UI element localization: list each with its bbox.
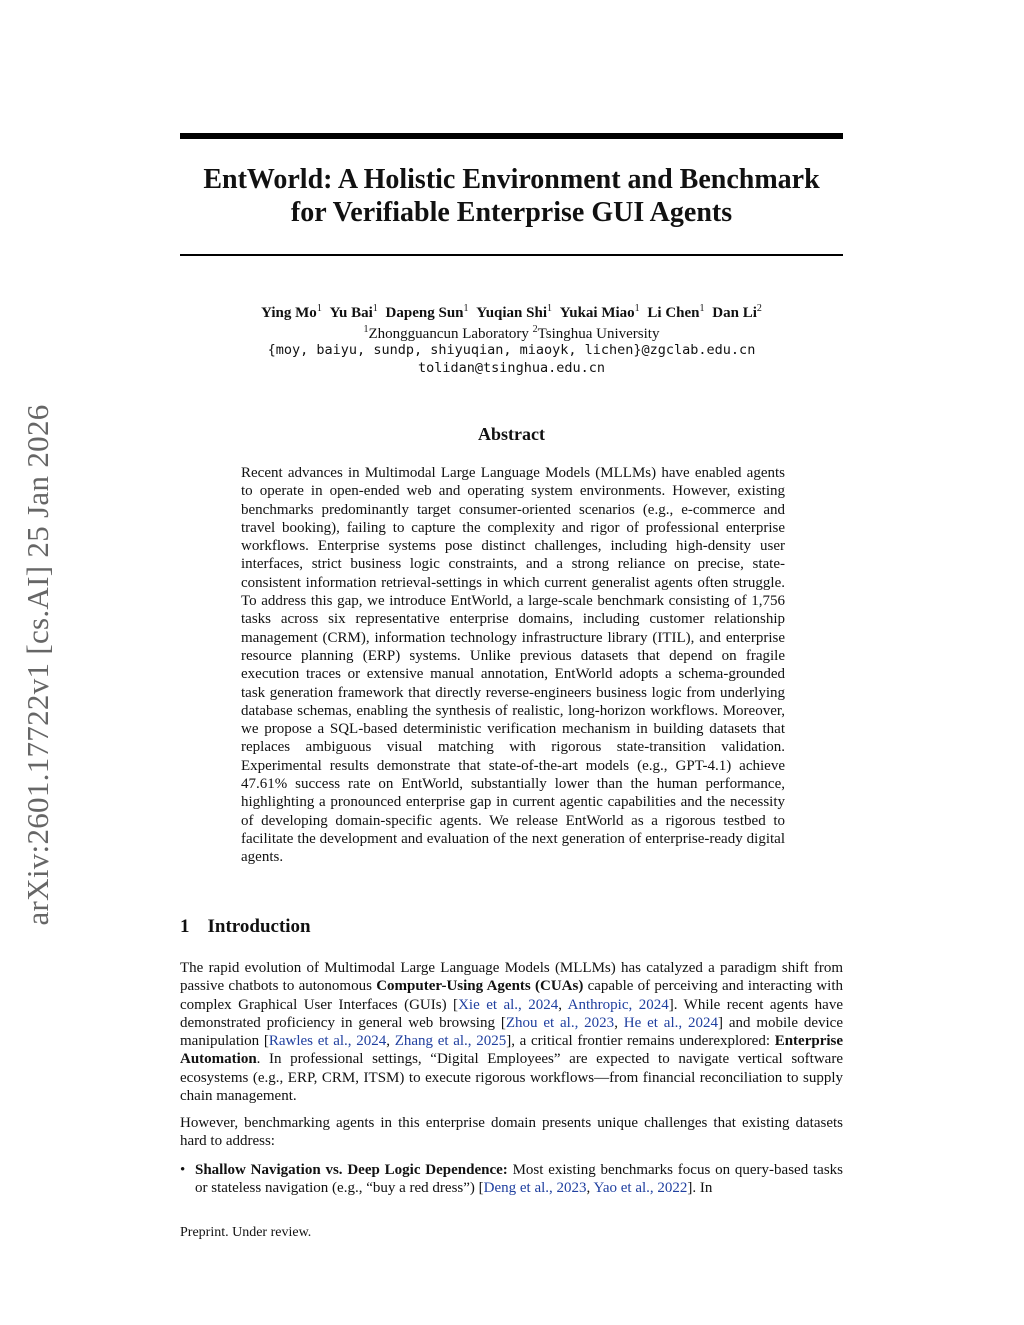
title-line-1: EntWorld: A Holistic Environment and Benchmark [203,164,820,195]
bullet-marker: • [180,1162,186,1178]
section-title: Introduction [207,916,311,937]
title-top-rule [180,133,843,139]
citation-link[interactable]: Xie et al., 2024 [458,996,559,1013]
citation-link[interactable]: Anthropic, 2024 [567,996,669,1013]
intro-paragraph-1: The rapid evolution of Multimodal Large Language Models (MLLMs) has catalyzed a paradigm shift from passive chatbots to autonomous Computer-Using Agents (CUAs) capable of perceiving and interacting with complex Graphical User Interfaces (GUIs) [Xie et al., 2024, Anthropic, 2024]. While recent agents have demonstrated proficiency in general web browsing [Zhou et al., 2023, He et al., 2024] and mobile device manipulation [Rawles et al., 2024, Zhang et al., 2025], a critical frontier remains underexplored: Enterprise Automation. In professional settings, “Digital Employees” are expected to navigate vertical software ecosystems (e.g., ERP, CRM, ITSM) to execute rigorous workflows—from financial reconciliation to supply chain management. [180,960,844,1105]
author: Dan Li$^2$ [712,303,762,321]
affiliations: $^1$Zhongguancun Laboratory $^2$Tsinghua University [363,324,660,342]
citation-link[interactable]: Rawles et al., 2024 [268,1033,387,1050]
citation-link[interactable]: He et al., 2024 [623,1014,718,1031]
author: Yu Bai$^1$ [329,303,378,321]
citation-link[interactable]: Zhang et al., 2025 [394,1033,507,1050]
footer-note: Preprint. Under review. [180,1225,312,1240]
paper-title [180,163,843,229]
author: Yukai Miao$^1$ [559,303,640,321]
author: Yuqian Shi$^1$ [476,303,553,321]
intro-paragraph-2: However, benchmarking agents in this enterprise domain presents unique challenges that existing datasets hard to address: [180,1115,843,1150]
citation-link[interactable]: Deng et al., 2023 [483,1180,587,1197]
bullet-item: • Shallow Navigation vs. Deep Logic Dependence: Most existing benchmarks focus on query-based tasks or stateless navigation (e.g., “buy a red dress”) [Deng et al., 2023, Yao et al., 2022]. In [180,1162,844,1197]
citation-link[interactable]: Zhou et al., 2023 [505,1014,615,1031]
title-line-2: for Verifiable Enterprise GUI Agents [290,197,733,228]
title-bottom-rule [180,254,843,256]
author: Li Chen$^1$ [647,303,705,321]
author: Dapeng Sun$^1$ [385,303,469,321]
author: Ying Mo$^1$ [261,303,322,321]
citation-link[interactable]: Yao et al., 2022 [593,1180,688,1197]
arxiv-stamp-text: arXiv:2601.17722v1 [cs.AI] 25 Jan 2026 [20,404,55,926]
arxiv-stamp [8,380,68,950]
section-heading [180,916,311,938]
section-number: 1 [180,916,190,937]
abstract-heading: Abstract [478,424,545,444]
abstract-text: Recent advances in Multimodal Large Language Models (MLLMs) have enabled agents to operate in open-ended web and operating system environments. However, existing benchmarks predominantly target consumer-oriented scenarios (e.g., e-commerce and travel booking), failing to capture the complexity and rigor of professional enterprise workflows. Enterprise systems pose distinct challenges, including high-density user interfaces, strict business logic constraints, and a strong reliance on precise, state-consistent information retrieval-settings in which current generalist agents often struggle. To address this gap, we introduce EntWorld, a large-scale benchmark consisting of 1,756 tasks across six representative enterprise domains, including customer relationship management (CRM), information technology infrastructure library (ITIL), and enterprise resource planning (ERP) systems. Unlike previous datasets that depend on fragile execution traces or extensive manual annotation, EntWorld adopts a schema-grounded task generation framework that directly reverse-engineers business logic from underlying database schemas, enabling the synthesis of realistic, long-horizon workflows. Moreover, we propose a SQL-based deterministic verification mechanism in building datasets that replaces ambiguous visual matching with rigorous state-transition validation. Experimental results demonstrate that state-of-the-art models (e.g., GPT-4.1) achieve 47.61% success rate on EntWorld, substantially lower than the human performance, highlighting a pronounced enterprise gap in current agentic capabilities and the necessity of developing domain-specific agents. We release EntWorld as a rigorous testbed to facilitate the development and evaluation of the next generation of enterprise-ready digital agents. [241,465,785,866]
email-line-2: tolidan@tsinghua.edu.cn [418,360,605,376]
email-line-1: {moy, baiyu, sundp, shiyuqian, miaoyk, lichen}@zgclab.edu.cn [267,342,756,358]
